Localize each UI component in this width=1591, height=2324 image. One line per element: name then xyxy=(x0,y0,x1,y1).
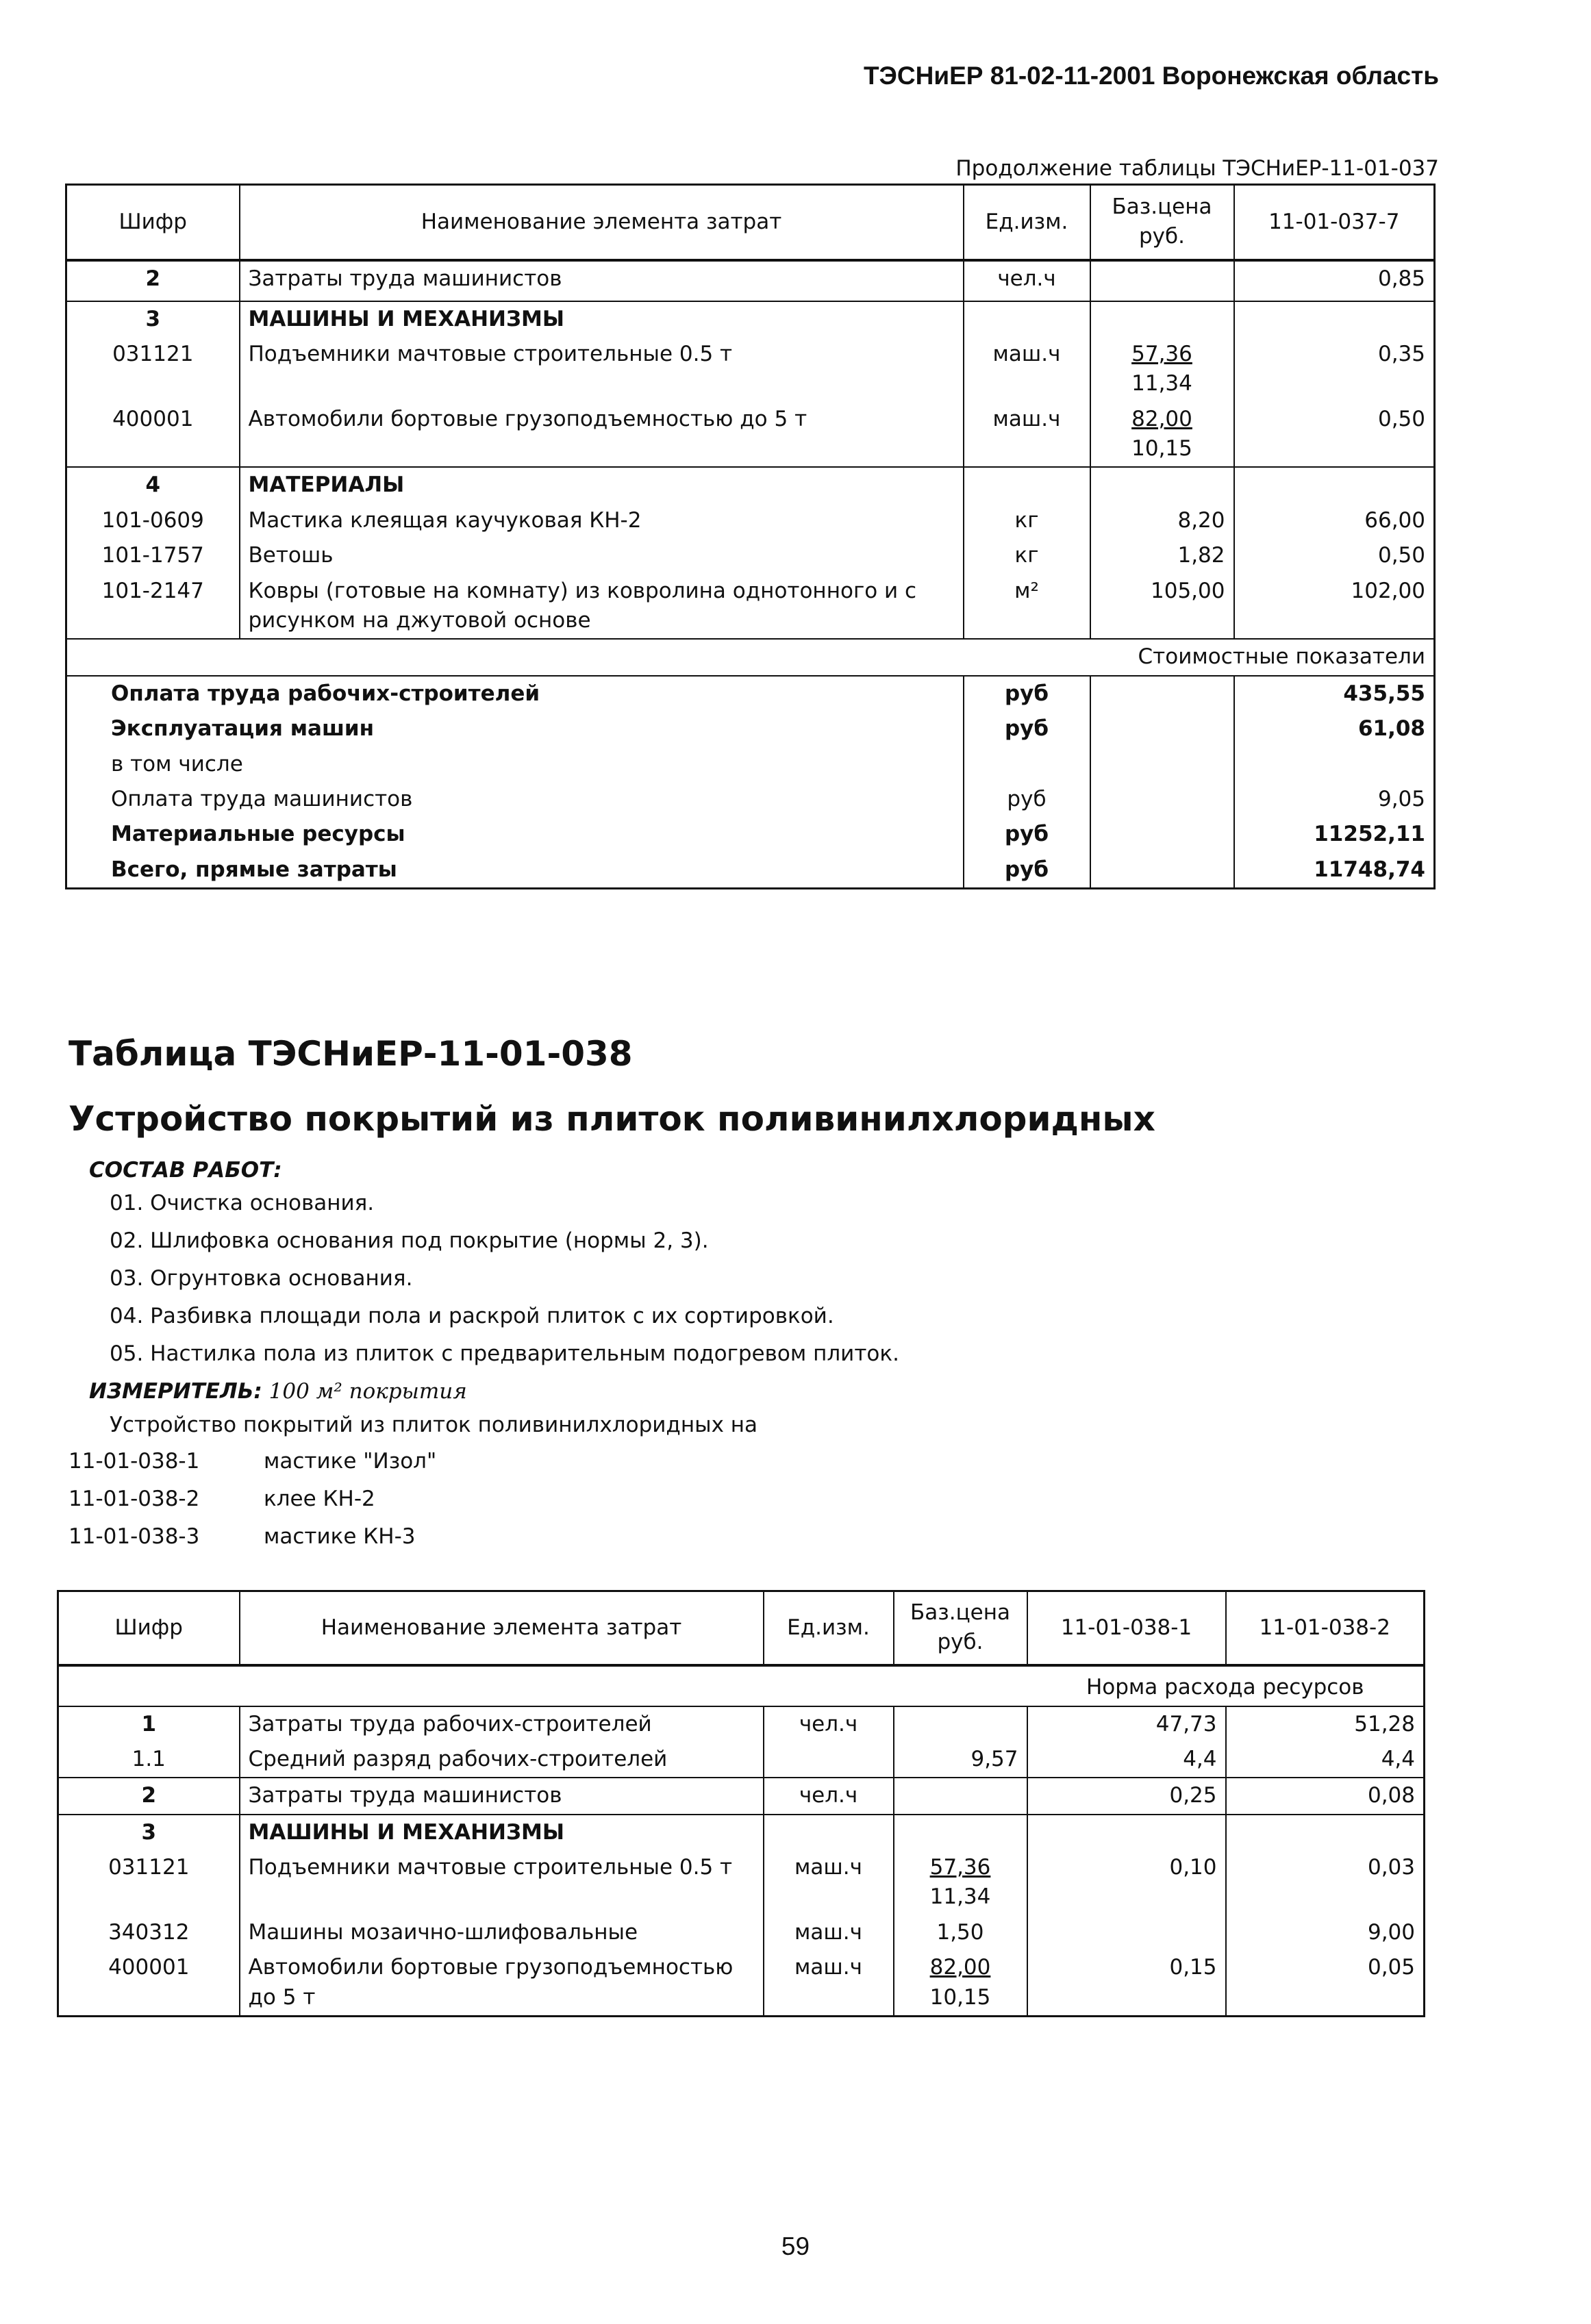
table-row: 1 Затраты труда рабочих-строителей чел.ч 47,73 51,28 xyxy=(58,1706,1425,1742)
table-row: 340312 Машины мозаично-шлифовальные маш.ч 1,50 9,00 xyxy=(58,1915,1425,1950)
work-composition-heading: СОСТАВ РАБОТ: xyxy=(89,1158,282,1183)
work-list xyxy=(110,1185,899,1373)
meter-value: 100 м² покрытия xyxy=(268,1379,467,1404)
table-title: Таблица ТЭСНиЕР-11-01-038 xyxy=(68,1034,633,1074)
cost-row: Оплата труда рабочих-строителей руб 435,55 xyxy=(66,676,1435,711)
norm-caption: Норма расхода ресурсов xyxy=(1027,1665,1425,1706)
list-item: 01. Очистка основания. xyxy=(110,1191,375,1215)
table-continuation-caption: Продолжение таблицы ТЭСНиЕР-11-01-037 xyxy=(955,156,1439,181)
table-row: 1.1 Средний разряд рабочих-строителей 9,57 4,4 4,4 xyxy=(58,1742,1425,1778)
section-row: 3 МАШИНЫ И МЕХАНИЗМЫ xyxy=(58,1815,1425,1850)
column-header-price: Баз.цена руб. xyxy=(894,1591,1027,1665)
list-item: 05. Настилка пола из плиток с предварительным подогревом плиток. xyxy=(110,1341,899,1366)
running-header: ТЭСНиЕР 81-02-11-2001 Воронежская область xyxy=(863,62,1439,90)
variant-list xyxy=(68,1443,436,1556)
table-row: 2 Затраты труда машинистов чел.ч 0,25 0,08 xyxy=(58,1778,1425,1814)
list-item: 04. Разбивка площади пола и раскрой плиток с их сортировкой. xyxy=(110,1304,834,1328)
resource-table-038 xyxy=(57,1590,1425,2017)
column-header-norm: 11-01-037-7 xyxy=(1234,185,1435,260)
cost-row: Оплата труда машинистов руб 9,05 xyxy=(66,782,1435,817)
column-header-unit: Ед.изм. xyxy=(964,185,1090,260)
table-header-row xyxy=(66,185,1435,260)
column-header-norm-2: 11-01-038-2 xyxy=(1226,1591,1425,1665)
cost-row: в том числе xyxy=(66,747,1435,782)
variants-intro: Устройство покрытий из плиток поливинилхлоридных на xyxy=(110,1413,758,1437)
list-item: 11-01-038-1 мастике "Изол" xyxy=(68,1449,437,1474)
table-row: 400001 Автомобили бортовые грузоподъемностью до 5 т маш.ч 82,00 10,15 0,15 0,05 xyxy=(58,1950,1425,2016)
norm-caption-row xyxy=(58,1665,1425,1706)
column-header-name: Наименование элемента затрат xyxy=(240,1591,764,1665)
cost-row: Всего, прямые затраты руб 11748,74 xyxy=(66,852,1435,889)
meter-label: ИЗМЕРИТЕЛЬ: xyxy=(89,1379,262,1404)
cost-caption: Стоимостные показатели xyxy=(1090,639,1435,675)
cost-row: Материальные ресурсы руб 11252,11 xyxy=(66,817,1435,852)
section-row: 3 МАШИНЫ И МЕХАНИЗМЫ xyxy=(66,301,1435,337)
column-header-norm-1: 11-01-038-1 xyxy=(1027,1591,1226,1665)
list-item: 11-01-038-2 клее КН-2 xyxy=(68,1487,375,1511)
table-row: 101-2147 Ковры (готовые на комнату) из ковролина однотонного и с рисунком на джутовой основе м² 105,00 102,00 xyxy=(66,574,1435,640)
list-item: 11-01-038-3 мастике КН-3 xyxy=(68,1524,416,1549)
resource-table-037 xyxy=(65,184,1436,889)
table-row: 400001 Автомобили бортовые грузоподъемностью до 5 т маш.ч 82,00 10,15 0,50 xyxy=(66,402,1435,468)
column-header-name: Наименование элемента затрат xyxy=(240,185,964,260)
table-row: 2 Затраты труда машинистов чел.ч 0,85 xyxy=(66,260,1435,301)
table-row: 031121 Подъемники мачтовые строительные 0.5 т маш.ч 57,36 11,34 0,10 0,03 xyxy=(58,1850,1425,1915)
meter-line xyxy=(89,1373,467,1411)
column-header-unit: Ед.изм. xyxy=(764,1591,894,1665)
table-row: 031121 Подъемники мачтовые строительные 0.5 т маш.ч 57,36 11,34 0,35 xyxy=(66,337,1435,402)
cost-row: Эксплуатация машин руб 61,08 xyxy=(66,711,1435,746)
cost-caption-row xyxy=(66,639,1435,675)
list-item: 03. Огрунтовка основания. xyxy=(110,1266,413,1291)
column-header-code: Шифр xyxy=(66,185,240,260)
column-header-price: Баз.цена руб. xyxy=(1090,185,1234,260)
table-subtitle: Устройство покрытий из плиток поливинилхлоридных xyxy=(68,1099,1155,1139)
column-header-code: Шифр xyxy=(58,1591,240,1665)
list-item: 02. Шлифовка основания под покрытие (нормы 2, 3). xyxy=(110,1228,709,1253)
page-number: 59 xyxy=(781,2232,810,2260)
table-header-row xyxy=(58,1591,1425,1665)
table-row: 101-1757 Ветошь кг 1,82 0,50 xyxy=(66,538,1435,573)
table-row: 101-0609 Мастика клеящая каучуковая КН-2 кг 8,20 66,00 xyxy=(66,503,1435,538)
section-row: 4 МАТЕРИАЛЫ xyxy=(66,467,1435,503)
